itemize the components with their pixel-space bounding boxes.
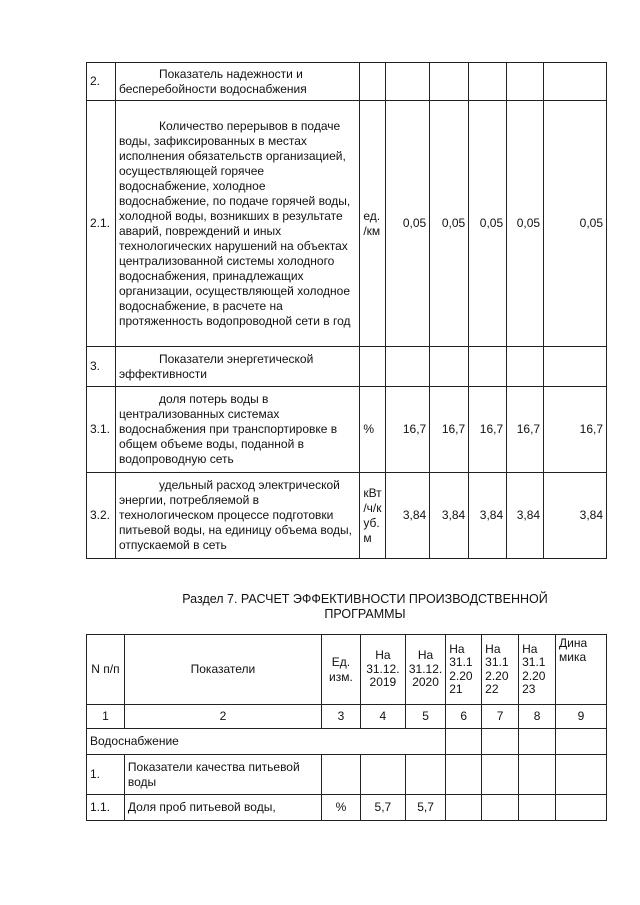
value-cell [360,755,405,795]
row-number: 2.1. [87,101,116,347]
row-number: 3. [87,347,116,387]
table-row [87,347,607,387]
value-cell [446,755,482,795]
value-cell: 5,7 [360,795,405,821]
table-row [87,795,607,821]
value-cell: 16,7 [430,387,469,473]
table-row [87,387,607,473]
indicator-name: Показатели энергетической эффективности [115,347,359,387]
col-number: 3 [321,705,360,729]
value-cell [446,795,482,821]
col-number: 8 [519,705,556,729]
unit-cell: кВт /ч/к уб. м [360,473,386,559]
value-cell: 3,84 [544,473,607,559]
indicator-name: доля потерь воды в централизованных системах водоснабжения при транспортировке в общем объеме воды, поданной в водопроводную сеть [115,387,359,473]
col-number: 6 [446,705,482,729]
value-cell [519,755,556,795]
column-numbers-row [87,705,607,729]
indicator-name: Доля проб питьевой воды, [124,795,321,821]
col-number: 9 [556,705,607,729]
unit-cell [360,63,386,101]
unit-cell: % [360,387,386,473]
col-number: 7 [482,705,519,729]
table-row [87,63,607,101]
group-label: Водоснабжение [87,729,446,755]
group-row [87,729,607,755]
row-number: 1.1. [87,795,125,821]
row-number: 1. [87,755,125,795]
unit-cell: ед. /км [360,101,386,347]
table-row [87,755,607,795]
value-cell [556,795,607,821]
unit-cell [360,347,386,387]
section-title: Раздел 7. РАСЧЕТ ЭФФЕКТИВНОСТИ ПРОИЗВОДСТВЕННОЙ ПРОГРАММЫ [182,592,548,621]
value-cell: 3,84 [430,473,469,559]
value-cell [507,347,544,387]
header-2019: На 31.12. 2019 [360,635,405,705]
header-unit: Ед. изм. [321,635,360,705]
header-2022: На 31.1 2.20 22 [482,635,519,705]
unit-cell [321,755,360,795]
value-cell: 5,7 [405,795,445,821]
value-cell [405,755,445,795]
indicator-name: удельный расход электрической энергии, потребляемой в технологическом процессе подготовки питьевой воды, на единицу объема воды, отпускаемой в сеть [115,473,359,559]
row-number: 3.2. [87,473,116,559]
row-number: 2. [87,63,116,101]
indicator-name: Показатели качества питьевой воды [124,755,321,795]
value-cell: 0,05 [386,101,430,347]
value-cell: 16,7 [469,387,507,473]
table-row [87,101,607,347]
efficiency-table [86,634,607,821]
col-number: 2 [124,705,321,729]
indicator-name: Показатель надежности и бесперебойности водоснабжения [115,63,359,101]
header-num: N п/п [87,635,125,705]
value-cell [469,347,507,387]
value-cell [507,63,544,101]
value-cell [430,347,469,387]
value-cell [386,63,430,101]
col-number: 5 [405,705,445,729]
value-cell [482,755,519,795]
value-cell [430,63,469,101]
header-2021: На 31.1 2.20 21 [446,635,482,705]
value-cell: 0,05 [430,101,469,347]
row-number: 3.1. [87,387,116,473]
value-cell [482,795,519,821]
value-cell [469,63,507,101]
header-2020: На 31.12. 2020 [405,635,445,705]
unit-cell: % [321,795,360,821]
indicator-name: Количество перерывов в подаче воды, зафиксированных в местах исполнения обязательств организацией, осуществляющей горячее водоснабжение, холодное водоснабжение, по подаче горячей воды, холодной воды, возникших в результате аварий, повреждений и иных технологических нарушений на объектах централизованной системы холодного водоснабжения, принадлежащих организации, осуществляющей холодное водоснабжение, в расчете на протяженность водопроводной сети в год [115,101,359,347]
value-cell: 3,84 [469,473,507,559]
value-cell: 0,05 [544,101,607,347]
header-indicators: Показатели [124,635,321,705]
col-number: 4 [360,705,405,729]
indicators-table-continued [86,62,607,559]
value-cell: 16,7 [386,387,430,473]
value-cell: 16,7 [507,387,544,473]
header-row [87,635,607,705]
value-cell: 3,84 [507,473,544,559]
value-cell [386,347,430,387]
header-dynamics: Дина мика [556,635,607,705]
col-number: 1 [87,705,125,729]
value-cell: 0,05 [469,101,507,347]
table-row [87,473,607,559]
value-cell: 0,05 [507,101,544,347]
value-cell: 16,7 [544,387,607,473]
header-2023: На 31.1 2.20 23 [519,635,556,705]
value-cell: 3,84 [386,473,430,559]
value-cell [556,755,607,795]
value-cell [544,63,607,101]
value-cell [544,347,607,387]
value-cell [519,795,556,821]
